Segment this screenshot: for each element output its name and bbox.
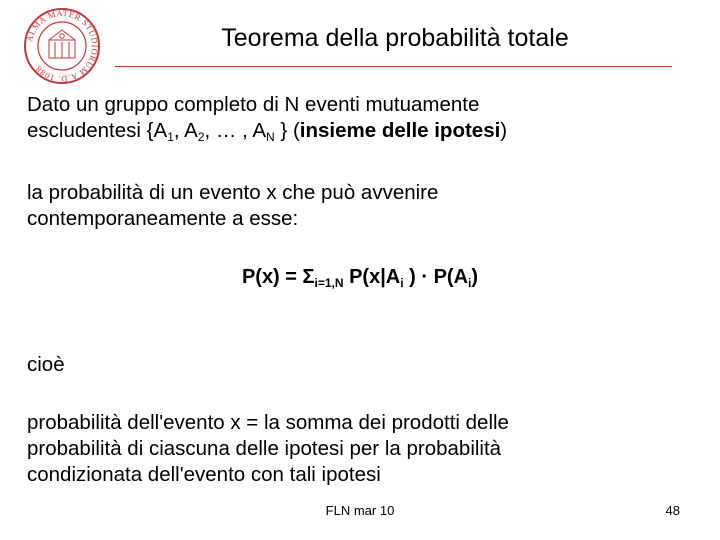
p1-text: escludentesi {A: [27, 119, 168, 142]
formula-part: P(x|A: [343, 266, 401, 288]
title-divider: [115, 66, 672, 67]
p4-line1: probabilità dell'evento x = la somma dei prodotti delle: [27, 411, 509, 434]
formula-sub: i: [400, 276, 404, 290]
p1-sub: N: [266, 130, 275, 144]
footer-label: FLN mar 10: [325, 503, 395, 518]
p1-sub: 1: [167, 130, 174, 144]
slide-title: Teorema della probabilità totale: [221, 24, 569, 52]
university-seal-logo: [22, 6, 102, 86]
paragraph-event: [27, 180, 687, 232]
svg-text:ALMA MATER STUDIORUM A.D. 1088: ALMA MATER STUDIORUM A.D. 1088: [24, 7, 101, 85]
p1-line1: Dato un gruppo completo di N eventi mutuamente: [27, 93, 480, 116]
p1-text: ): [500, 119, 508, 142]
p1-bold-term: insieme delle ipotesi: [299, 119, 501, 142]
p1-sub: 2: [197, 130, 205, 144]
total-probability-formula: [0, 262, 720, 292]
paragraph-hypotheses: [27, 92, 687, 144]
p4-line2: probabilità di ciascuna delle ipotesi per la probabilità: [27, 437, 502, 460]
formula-sub: i: [468, 276, 472, 290]
formula-part: ) · P(A: [403, 266, 469, 288]
formula-part: ): [471, 266, 479, 288]
paragraph-explanation: [27, 410, 697, 488]
paragraph-cioe: cioè: [27, 353, 65, 376]
p2-line1: la probabilità di un evento x che può avvenire: [27, 181, 439, 204]
formula-part: P(x) = Σ: [241, 266, 315, 288]
p2-line2: contemporaneamente a esse:: [27, 207, 299, 230]
p1-text: } (: [274, 119, 300, 142]
p1-text: , A: [173, 119, 198, 142]
p4-line3: condizionata dell'evento con tali ipotesi: [27, 463, 381, 486]
page-number: 48: [665, 503, 680, 518]
formula-sub: i=1,N: [314, 276, 344, 290]
p1-text: , … , A: [204, 119, 267, 142]
